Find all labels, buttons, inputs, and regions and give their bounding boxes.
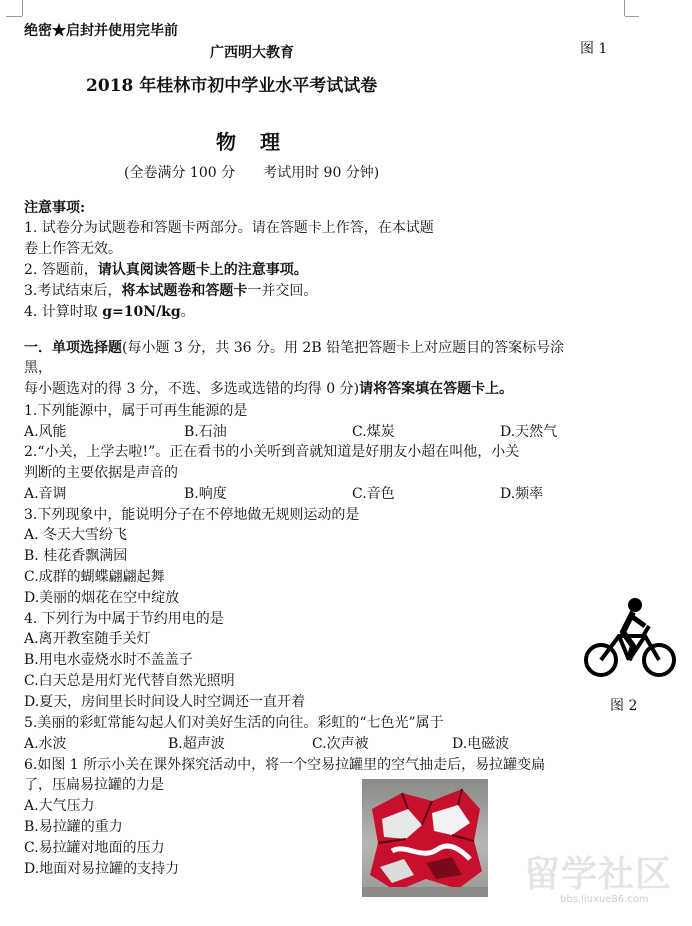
q2-option-b: B.响度 [184,486,227,502]
q2-option-c: C.音色 [352,486,395,502]
section-line-3-bold: 请将答案填在答题卡上。 [359,381,514,397]
figure2-label: 图 2 [610,698,638,714]
score-info: (全卷满分 100 分 考试用时 90 分钟) [124,165,380,181]
q6-option-d: D.地面对易拉罐的支持力 [24,861,180,877]
q1-option-b: B.石油 [184,424,227,440]
q6-option-a: A.大气压力 [24,798,95,814]
q2-option-d: D.频率 [500,486,544,502]
q1-option-d: D.天然气 [500,424,558,440]
section-line-2: 黑， [24,360,52,376]
q2-option-a: A.音调 [24,486,67,502]
notes-heading: 注意事项: [24,200,86,216]
q5-option-c: C.次声被 [312,736,369,752]
crop-mark-top-right [624,0,625,16]
note-3-text: 3.考试结束后， [24,283,122,299]
note-4-tail: 。 [180,304,195,320]
cyclist-icon [583,596,677,680]
q4-stem: 4. 下列行为中属于节约用电的是 [24,611,224,627]
q5-option-d: D.电磁波 [452,736,510,752]
note-2 [24,261,308,280]
note-2-text: 2. 答题前， [24,262,98,278]
note-3 [24,282,317,301]
q4-option-a: A.离开教室随手关灯 [24,631,151,647]
note-1b: 卷上作答无效。 [24,241,122,257]
q1-option-c: C.煤炭 [352,424,395,440]
note-4-text: 4. 计算时取 [24,304,103,320]
q6-stem-2: 了，压扁易拉罐的力是 [24,777,164,793]
q2-stem-1: 2.“小关，上学去啦!”。正在看书的小关听到音就知道是好朋友小超在叫他，小关 [24,444,520,460]
subject-title: 物 理 [216,130,282,154]
exam-title: 2018 年桂林市初中学业水平考试试卷 [86,76,378,96]
crop-mark-top-right-h [625,16,639,17]
q6-option-c: C.易拉罐对地面的压力 [24,840,165,856]
figure2-cyclist [583,596,677,680]
watermark-url: bbs.liuxue86.com [560,894,649,905]
section-heading [24,339,564,358]
note-4 [24,303,195,322]
q3-stem: 3.下列现象中，能说明分子在不停地做无规则运动的是 [24,507,360,523]
q5-option-a: A.水波 [24,736,67,752]
note-3-bold: 将本试题卷和答题卡 [121,283,248,299]
q4-option-c: C.白天总是用灯光代替自然光照明 [24,673,235,689]
q3-option-a: A. 冬天大雪纷飞 [24,527,128,543]
q6-option-b: B.易拉罐的重力 [24,819,123,835]
q5-option-b: B.超声波 [168,736,225,752]
crushed-can-image [362,779,488,897]
figure1-label: 图 1 [580,41,608,57]
crop-mark-top-left [22,0,23,16]
q5-stem: 5.美丽的彩虹常能勾起人们对美好生活的向往。彩虹的“七色光”属于 [24,715,444,731]
confidential-label: 绝密★启封并使用完毕前 [24,23,178,39]
q4-option-d: D.夏天，房间里长时间设人时空调还一直开着 [24,694,306,710]
q3-option-d: D.美丽的烟花在空中绽放 [24,590,180,606]
q4-option-b: B.用电水壶烧水时不盖盖子 [24,652,193,668]
q3-option-b: B. 桂花香飘满园 [24,548,128,564]
q3-option-c: C.成群的蝴蝶翩翩起舞 [24,569,165,585]
q1-option-a: A.风能 [24,424,67,440]
note-3-tail: 一并交回。 [247,283,318,299]
figure1-crushed-can-photo [362,779,488,897]
section-line-3 [24,380,513,399]
crop-mark-top-left-h [6,16,22,17]
note-4-bold: g=10N/kg [102,304,181,320]
q1-stem: 1.下列能源中，属于可再生能源的是 [24,403,248,419]
section-heading-rest: (每小题 3 分，共 36 分。用 2B 铅笔把答题卡上对应题目的答案标号涂 [122,340,565,356]
q2-stem-2: 判断的主要依据是声音的 [24,465,178,481]
q6-stem-1: 6.如图 1 所示小关在课外探究活动中，将一个空易拉罐里的空气抽走后，易拉罐变扁 [24,757,546,773]
watermark-logo-text: 留学社区 [524,854,673,895]
note-2-bold: 请认真阅读答题卡上的注意事项。 [97,262,308,278]
organization-name: 广西明大教育 [210,45,294,61]
section-line-3-text: 每小题选对的得 3 分，不选、多选或选错的均得 0 分) [24,381,360,397]
section-heading-bold: 一．单项选择题 [24,340,122,356]
note-1a: 1. 试卷分为试题卷和答题卡两部分。请在答题卡上作答，在本试题 [24,220,434,236]
